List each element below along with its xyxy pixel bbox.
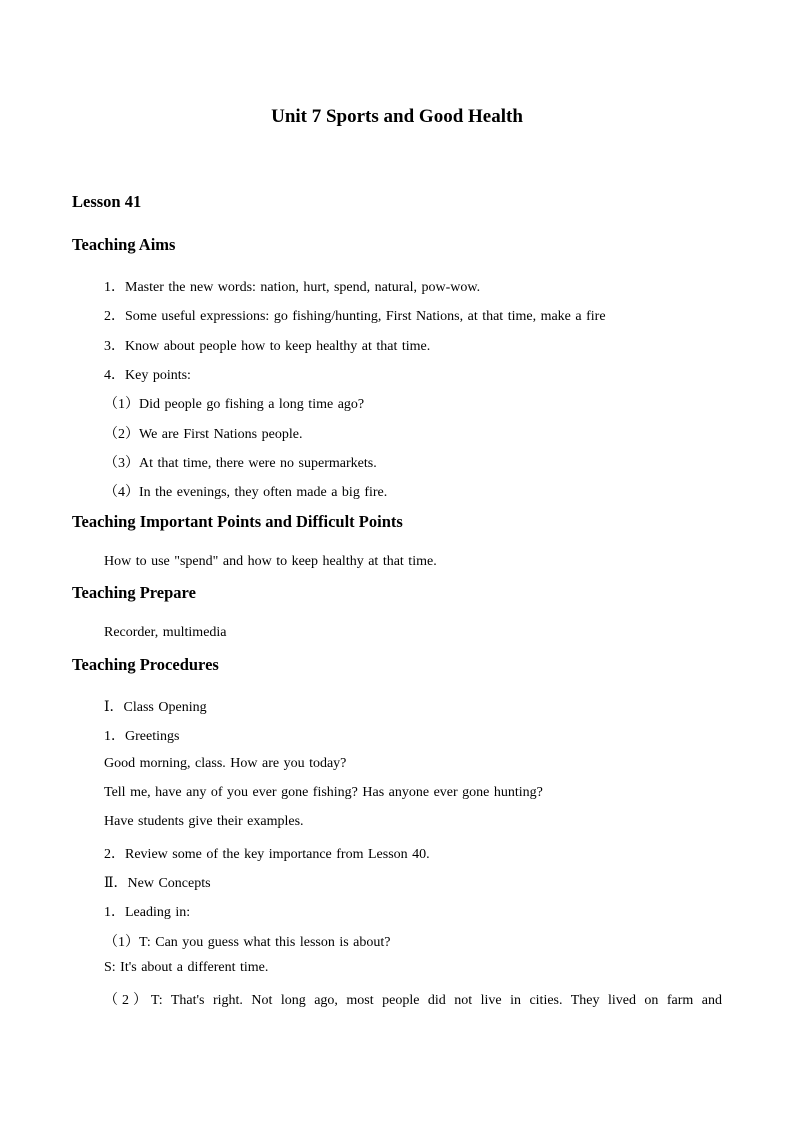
key-point: （2）We are First Nations people. <box>104 427 303 442</box>
key-point: （4）In the evenings, they often made a big fire. <box>104 485 388 500</box>
teaching-prepare-heading: Teaching Prepare <box>72 583 196 602</box>
teaching-aims-heading: Teaching Aims <box>72 235 176 254</box>
aims-item: 2．Some useful expressions: go fishing/hunting, First Nations, at that time, make a fire <box>104 309 606 324</box>
aims-item: 4．Key points: <box>104 368 191 383</box>
important-points-heading: Teaching Important Points and Difficult Points <box>72 512 403 531</box>
procedure-line: 1．Greetings <box>104 729 180 744</box>
key-point: （1）Did people go fishing a long time ago? <box>104 397 365 412</box>
lesson-heading: Lesson 41 <box>72 192 142 211</box>
procedure-line: S: It's about a different time. <box>104 960 269 975</box>
procedure-line: Tell me, have any of you ever gone fishing? Has anyone ever gone hunting? <box>104 785 543 800</box>
procedure-line: Have students give their examples. <box>104 814 304 829</box>
document-title: Unit 7 Sports and Good Health <box>271 106 523 127</box>
teaching-prepare-text: Recorder, multimedia <box>104 625 227 640</box>
procedure-line: Ⅱ．New Concepts <box>104 876 211 891</box>
procedure-line: 2．Review some of the key importance from Lesson 40. <box>104 847 430 862</box>
teaching-procedures-heading: Teaching Procedures <box>72 655 219 674</box>
procedure-line: （1）T: Can you guess what this lesson is about? <box>104 935 391 950</box>
key-point: （3）At that time, there were no supermarkets. <box>104 456 377 471</box>
procedure-line: Good morning, class. How are you today? <box>104 756 347 771</box>
procedure-line: 1．Leading in: <box>104 905 191 920</box>
aims-item: 1．Master the new words: nation, hurt, spend, natural, pow-wow. <box>104 280 481 295</box>
aims-item: 3．Know about people how to keep healthy at that time. <box>104 339 431 354</box>
procedure-line: Ⅰ．Class Opening <box>104 700 207 715</box>
important-points-text: How to use "spend" and how to keep healthy at that time. <box>104 554 437 569</box>
procedure-line: （2）T: That's right. Not long ago, most people did not live in cities. They lived on farm and <box>104 993 722 1008</box>
